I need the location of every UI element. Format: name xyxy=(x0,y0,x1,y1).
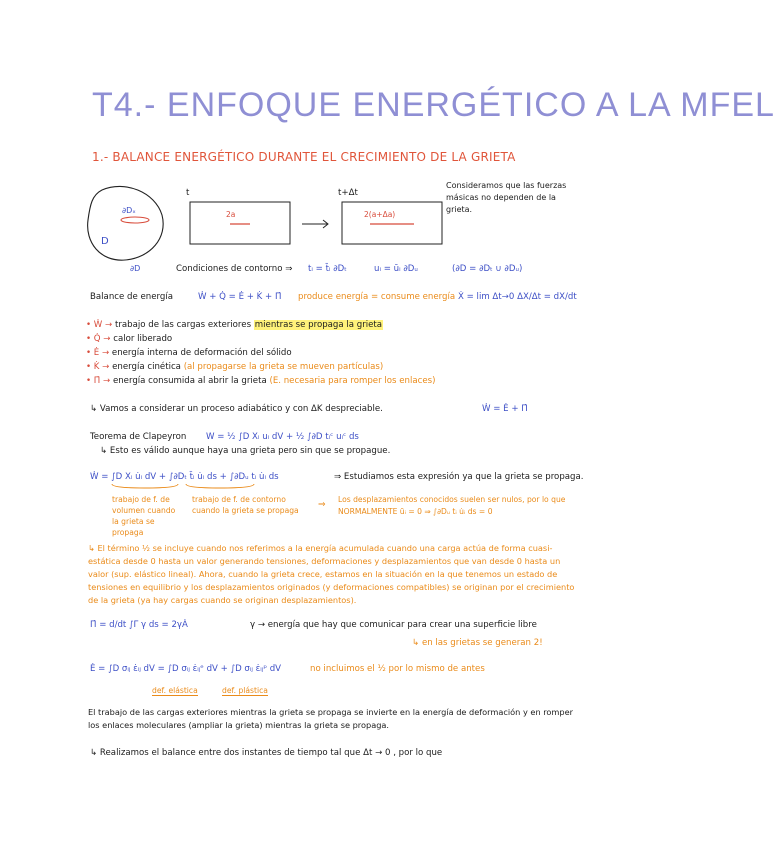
contour-work-note: trabajo de f. de contorno cuando la grieta se propaga xyxy=(192,495,299,515)
balance-label: Balance de energía xyxy=(90,292,173,302)
item-symbol: • K̇ → xyxy=(86,362,110,372)
surface-energy-equation: Π̇ = d/dt ∫Γ γ ds = 2γȦ xyxy=(90,620,188,630)
item-symbol: • Ẇ → xyxy=(86,320,113,330)
crack-diagram xyxy=(80,180,460,275)
section-heading: 1.- BALANCE ENERGÉTICO DURANTE EL CRECIMIENTO DE LA GRIETA xyxy=(92,150,516,164)
work-rate-equation: Ẇ = ∫D Xᵢ u̇ᵢ dV + ∫∂Dₜ t̄ᵢ u̇ᵢ ds + ∫∂Dᵤ tᵢ u̇ᵢ ds xyxy=(90,472,279,482)
item-crack-energy xyxy=(86,376,435,386)
work-rate-note: ⇒ Estudiamos esta expresión ya que la grieta se propaga. xyxy=(334,472,584,482)
internal-energy-note: no incluimos el ½ por lo mismo de antes xyxy=(310,664,485,674)
displacement-note: Los desplazamientos conocidos suelen ser nulos, por lo que NORMALMENTE ūᵢ = 0 ⇒ ∫∂Dᵤ tᵢ u̇ᵢ ds = 0 xyxy=(338,495,566,516)
item-extra: (al propagarse la grieta se mueven partículas) xyxy=(183,362,384,372)
page-title: T4.- ENFOQUE ENERGÉTICO A LA MFEL xyxy=(92,86,775,124)
time-t-label: t xyxy=(186,188,190,198)
crack-length-grown-label: 2(a+Δa) xyxy=(364,210,396,219)
contour-eq-traction: tᵢ = t̄ᵢ ∂Dₜ xyxy=(308,264,347,274)
item-work xyxy=(86,320,383,330)
elastic-def-label: def. elástica xyxy=(152,686,198,695)
balance-note: produce energía = consume energía xyxy=(298,292,456,302)
item-text: energía interna de deformación del sólido xyxy=(111,348,292,358)
boundary-label: ∂D xyxy=(130,264,141,273)
contour-eq-displacement: uᵢ = ūᵢ ∂Dᵤ xyxy=(374,264,418,274)
item-internal-energy xyxy=(86,348,292,358)
item-text: calor liberado xyxy=(113,334,173,344)
body-forces-note: Consideramos que las fuerzas másicas no dependen de la grieta. xyxy=(446,181,567,214)
final-balance-note: ↳ Realizamos el balance entre dos instantes de tiempo tal que Δt → 0 , por lo que xyxy=(90,748,443,758)
surface-energy-note: γ → energía que hay que comunicar para crear una superficie libre xyxy=(250,620,537,630)
adiabatic-equation: Ẇ = Ė + Π̇ xyxy=(482,404,528,414)
work-rate-braces xyxy=(110,482,330,492)
item-heat xyxy=(86,334,172,344)
plastic-def-label: def. plástica xyxy=(222,686,268,695)
clapeyron-note: ↳ Esto es válido aunque haya una grieta pero sin que se propague. xyxy=(100,446,391,456)
plate-at-t-dt xyxy=(342,202,442,244)
item-highlight: mientras se propaga la grieta xyxy=(254,320,383,330)
item-kinetic xyxy=(86,362,383,372)
item-symbol: • Π̇ → xyxy=(86,376,111,386)
internal-energy-equation: Ė = ∫D σᵢⱼ ε̇ᵢⱼ dV = ∫D σᵢⱼ ε̇ᵢⱼᵉ dV + ∫D σᵢⱼ ε̇ᵢⱼᵖ dV xyxy=(90,664,282,674)
transition-arrow xyxy=(302,220,328,228)
volume-work-note: trabajo de f. de volumen cuando la grieta se propaga xyxy=(112,495,176,537)
brace-traction xyxy=(186,484,254,488)
balance-equation: Ẇ + Q̇ = Ė + K̇ + Π̇ xyxy=(198,292,282,302)
time-t-dt-label: t+Δt xyxy=(338,188,358,198)
region-label: D xyxy=(101,236,109,247)
crack-boundary-label: ∂Dₓ xyxy=(122,206,136,215)
rate-definition: Ẋ = lim Δt→0 ΔX/Δt = dX/dt xyxy=(458,292,577,302)
item-symbol: • Ė → xyxy=(86,348,110,358)
clapeyron-equation: W = ½ ∫D Xᵢ uᵢ dV + ½ ∫∂D tᵢᶜ uᵢᶜ ds xyxy=(206,432,359,442)
implies-arrow: ⇒ xyxy=(318,500,326,510)
contour-eq-union: (∂D = ∂Dₜ ∪ ∂Dᵤ) xyxy=(452,264,523,274)
clapeyron-label: Teorema de Clapeyron xyxy=(90,432,187,442)
half-term-explanation: ↳ El término ½ se incluye cuando nos referimos a la energía acumulada cuando una carga actúa de forma cuasi-estática desde 0 hasta un valor generando tensiones, deformaciones y desplazamientos que van desde 0 hasta un valor (sup. elástico lineal). Ahora, cuando la grieta crece, estamos en la situación en la que tenemos un estado de tensiones en equilibrio y los desplazamientos originados (y deformaciones compatibles) se originan por el crecimiento de la grieta (ya hay cargas cuando se originan desplazamientos). xyxy=(88,543,575,605)
item-symbol: • Q̇ → xyxy=(86,334,111,344)
plate-at-t xyxy=(190,202,290,244)
item-text: trabajo de las cargas exteriores xyxy=(114,320,252,330)
work-conclusion: El trabajo de las cargas exteriores mientras la grieta se propaga se invierte en la energía de deformación y en romper los enlaces moleculares (ampliar la grieta) mientras la grieta se propaga. xyxy=(88,707,574,730)
item-text: energía consumida al abrir la grieta xyxy=(112,376,267,386)
two-surfaces-note: ↳ en las grietas se generan 2! xyxy=(412,638,543,648)
brace-volume xyxy=(112,484,178,488)
solid-body-shape xyxy=(88,186,164,260)
crack-length-label: 2a xyxy=(226,210,236,219)
item-text: energía cinética xyxy=(112,362,181,372)
adiabatic-note: ↳ Vamos a considerar un proceso adiabático y con ΔK despreciable. xyxy=(90,404,383,414)
contour-label: Condiciones de contorno ⇒ xyxy=(176,264,293,274)
crack-ellipse xyxy=(121,217,149,223)
item-extra: (E. necesaria para romper los enlaces) xyxy=(269,376,436,386)
